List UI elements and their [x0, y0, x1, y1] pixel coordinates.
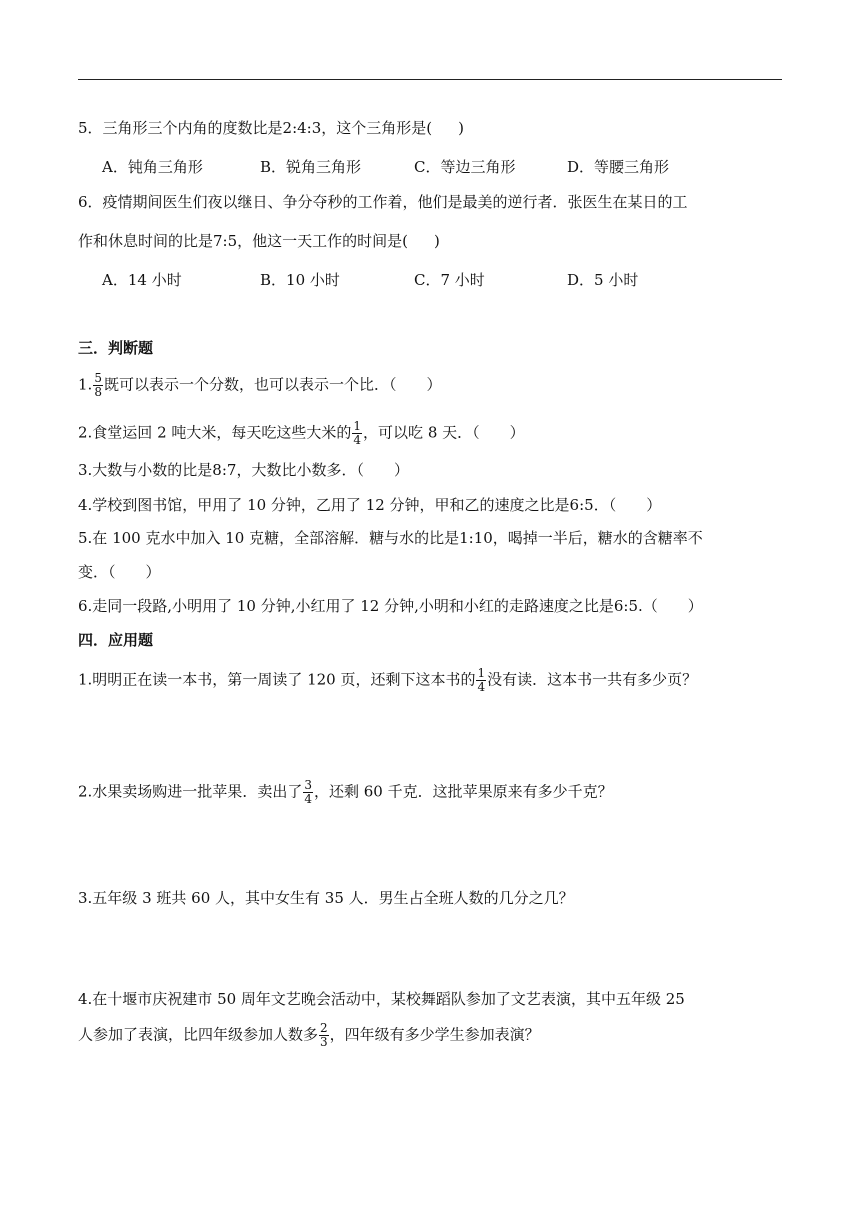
question-text-pre: 人参加了表演，比四年级参加人数多: [78, 1025, 319, 1044]
option-c: C．等边三角形: [414, 158, 516, 176]
judge-question-3: 3.大数与小数的比是8:7，大数比小数多．（ ）: [78, 461, 409, 479]
fraction: [303, 779, 313, 806]
option-b: B．10 小时: [260, 271, 340, 289]
section-heading-apply: 四．应用题: [78, 631, 154, 649]
question-text-pre: 1.明明正在读一本书，第一周读了 120 页，还剩下这本书的: [78, 670, 476, 689]
question-text: 既可以表示一个分数，也可以表示一个比．（ ）: [103, 375, 442, 394]
question-text-post: ，可以吃 8 天．（ ）: [363, 423, 525, 442]
apply-question-4-line-1: 4.在十堰市庆祝建市 50 周年文艺晚会活动中，某校舞蹈队参加了文艺表演，其中五年级 25: [78, 990, 685, 1008]
fraction-numerator: 3: [304, 778, 312, 792]
question-text-post: ，还剩 60 千克．这批苹果原来有多少千克？: [313, 782, 613, 801]
judge-question-1: [78, 372, 441, 399]
option-d: D．等腰三角形: [567, 158, 670, 176]
fraction: [93, 372, 103, 399]
fraction-numerator: 1: [477, 666, 486, 680]
judge-question-5-line-1: 5.在 100 克水中加入 10 克糖，全部溶解．糖与水的比是1:10，喝掉一半后，糖水的含糖率不: [78, 529, 703, 547]
judge-question-5-line-2: 变．（ ）: [78, 563, 161, 581]
mc-question-6-text: 作和休息时间的比是7:5，他这一天工作的时间是(: [78, 232, 408, 250]
mc-question-5: [78, 118, 464, 138]
question-text-pre: 2.水果卖场购进一批苹果．卖出了: [78, 782, 303, 801]
judge-question-4: 4.学校到图书馆，甲用了 10 分钟，乙用了 12 分钟，甲和乙的速度之比是6:5．（ ）: [78, 496, 662, 514]
option-a: A．14 小时: [102, 271, 182, 289]
mc-question-6-line-2: [78, 231, 440, 251]
mc-question-6-close: ): [434, 232, 440, 250]
fraction-denominator: 8: [94, 385, 102, 399]
question-text-post: 没有读．这本书一共有多少页？: [487, 670, 698, 689]
apply-question-3: 3.五年级 3 班共 60 人，其中女生有 35 人．男生占全班人数的几分之几？: [78, 889, 574, 907]
question-text-pre: 2.食堂运回 2 吨大米，每天吃这些大米的: [78, 423, 352, 442]
fraction-numerator: 5: [94, 371, 102, 385]
apply-question-4-line-2: [78, 1022, 540, 1049]
fraction: [352, 420, 362, 447]
option-b: B．锐角三角形: [260, 158, 362, 176]
header-rule: [78, 79, 782, 80]
fraction-denominator: 4: [477, 680, 486, 694]
option-a: A．钝角三角形: [102, 158, 203, 176]
mc-question-5-options: [102, 157, 782, 177]
mc-question-5-close: ): [458, 119, 464, 137]
fraction-denominator: 4: [353, 433, 362, 447]
mc-question-6-options: [102, 270, 782, 290]
fraction-denominator: 4: [304, 792, 312, 806]
judge-question-6: 6.走同一段路,小明用了 10 分钟,小红用了 12 分钟,小明和小红的走路速度之比是6:5.（ ）: [78, 597, 703, 615]
fraction-numerator: 1: [353, 419, 362, 433]
judge-question-2: [78, 420, 525, 447]
fraction-numerator: 2: [320, 1021, 328, 1035]
section-heading-judge: 三．判断题: [78, 339, 154, 357]
fraction: [319, 1022, 329, 1049]
question-text-post: ，四年级有多少学生参加表演？: [329, 1025, 540, 1044]
question-number: 1.: [78, 375, 93, 394]
mc-question-5-text: 5．三角形三个内角的度数比是2:4:3，这个三角形是(: [78, 119, 433, 137]
fraction: [476, 667, 486, 694]
mc-question-6-line-1: 6．疫情期间医生们夜以继日、争分夺秒的工作着，他们是最美的逆行者．张医生在某日的工: [78, 193, 688, 211]
fraction-denominator: 3: [320, 1035, 328, 1049]
option-d: D．5 小时: [567, 271, 639, 289]
apply-question-2: [78, 779, 613, 806]
apply-question-1: [78, 667, 697, 694]
option-c: C．7 小时: [414, 271, 485, 289]
